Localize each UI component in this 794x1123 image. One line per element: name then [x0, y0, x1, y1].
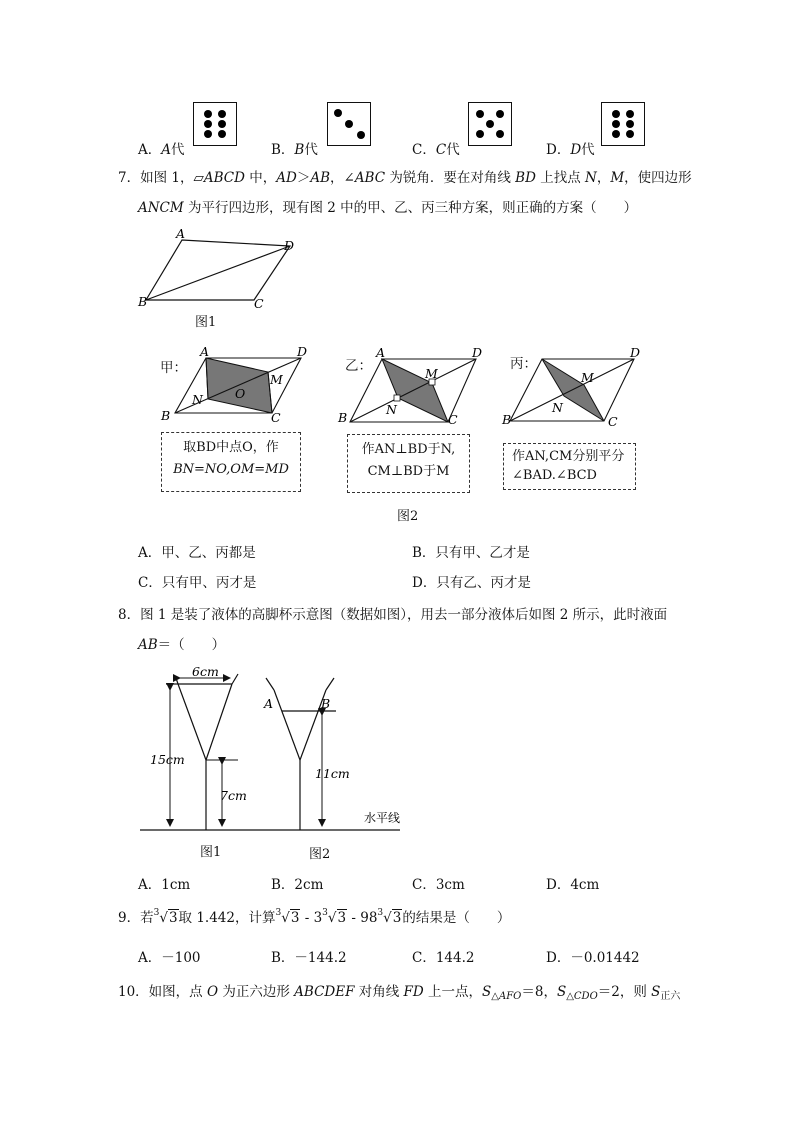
die-six-pips-a [193, 102, 237, 146]
q8-option-b[interactable]: B．2cm [271, 877, 324, 893]
fig1-pt-D: D [284, 238, 295, 253]
q9-stem: 9．若$^3$√3取 1.442，计算$^3√3 - 3^3√3 - 98^3√3$的结果是（ ） [118, 908, 511, 926]
fig1-pt-A: A [176, 228, 186, 241]
q10-stem: 10．如图，点 O 为正六边形 ABCDEF 对角线 FD 上一点，$S_{\triangle AFO}=8$，$S_{\triangle CDO}=2$，则 $S_{正六}$ [118, 984, 681, 1002]
q7-fig2-label: 图2 [397, 509, 419, 524]
panel-yi-label: 乙： [345, 358, 372, 374]
box-jia: 取BD中点O，作 BN=NO,OM=MD [161, 432, 301, 492]
panel-jia-label: 甲： [160, 360, 187, 376]
q8-option-c[interactable]: C．3cm [412, 877, 465, 893]
q7-figure-bing [500, 342, 660, 432]
svg-text:D: D [630, 345, 641, 360]
q7-fig1-label: 图1 [195, 315, 217, 330]
svg-text:M: M [425, 366, 438, 381]
svg-text:N: N [552, 400, 563, 415]
die-three-pips-b [327, 102, 371, 146]
box-bing: 作AN,CM分别平分 ∠BAD.∠BCD [503, 443, 636, 490]
svg-text:7cm: 7cm [220, 788, 247, 803]
svg-text:B: B [502, 412, 512, 427]
q7-option-d[interactable]: D．只有乙、丙才是 [412, 575, 531, 591]
q9-option-b[interactable]: B．－144.2 [271, 950, 347, 966]
fig1-pt-C: C [254, 296, 264, 311]
svg-text:O: O [235, 386, 246, 401]
box-yi: 作AN⊥BD于N, CM⊥BD于M [347, 434, 470, 493]
q6-option-b[interactable]: B．B代 [271, 142, 318, 158]
svg-text:A: A [200, 344, 210, 359]
q7-figure-jia [158, 342, 318, 427]
q8-goblet-figure [140, 660, 420, 835]
q8-stem-line1: 8．图 1 是装了液体的高脚杯示意图（数据如图），用去一部分液体后如图 2 所示，此时液面 [118, 607, 668, 623]
q6-option-a[interactable]: A．A代 [138, 142, 185, 158]
svg-text:N: N [192, 392, 203, 407]
q8-fig1-label: 图1 [200, 845, 222, 860]
svg-text:A: A [376, 345, 386, 360]
panel-bing-label: 丙： [510, 356, 537, 372]
svg-text:M: M [270, 372, 283, 387]
die-six-pips-d [601, 102, 645, 146]
svg-text:C: C [448, 412, 458, 427]
svg-text:B: B [338, 410, 348, 425]
q6-option-c[interactable]: C．C代 [412, 142, 460, 158]
q9-option-a[interactable]: A．－100 [138, 950, 201, 966]
svg-text:D: D [297, 344, 308, 359]
q8-fig2-label: 图2 [309, 847, 331, 862]
q9-option-d[interactable]: D．－0.01442 [546, 950, 640, 966]
q7-option-b[interactable]: B．只有甲、乙才是 [412, 545, 530, 561]
svg-text:A: A [264, 696, 274, 711]
svg-text:B: B [161, 408, 171, 423]
q8-stem-line2: AB＝（ ） [138, 637, 226, 653]
svg-text:C: C [271, 410, 281, 425]
q9-option-c[interactable]: C．144.2 [412, 950, 475, 966]
q7-option-a[interactable]: A．甲、乙、丙都是 [138, 545, 256, 561]
q7-figure-1 [130, 228, 310, 318]
q7-option-c[interactable]: C．只有甲、丙才是 [138, 575, 257, 591]
svg-text:N: N [386, 402, 397, 417]
svg-text:6cm: 6cm [192, 664, 219, 679]
q7-stem-line1: 7．如图 1，▱ABCD 中，AD＞AB，∠ABC 为锐角．要在对角线 BD 上找点 N，M，使四边形 [118, 170, 692, 186]
q7-figure-yi [336, 342, 496, 432]
svg-text:D: D [472, 345, 483, 360]
q8-option-a[interactable]: A．1cm [138, 877, 191, 893]
fig1-pt-B: B [138, 294, 148, 309]
q8-option-d[interactable]: D．4cm [546, 877, 600, 893]
q6-option-d[interactable]: D．D代 [546, 142, 595, 158]
die-five-pips-c [468, 102, 512, 146]
svg-text:C: C [608, 414, 618, 429]
svg-text:11cm: 11cm [315, 766, 350, 781]
svg-text:B: B [321, 696, 331, 711]
svg-text:水平线: 水平线 [364, 811, 401, 825]
q7-stem-line2: ANCM 为平行四边形，现有图 2 中的甲、乙、丙三种方案，则正确的方案（ ） [138, 200, 638, 216]
svg-text:M: M [581, 370, 594, 385]
svg-text:15cm: 15cm [150, 752, 185, 767]
